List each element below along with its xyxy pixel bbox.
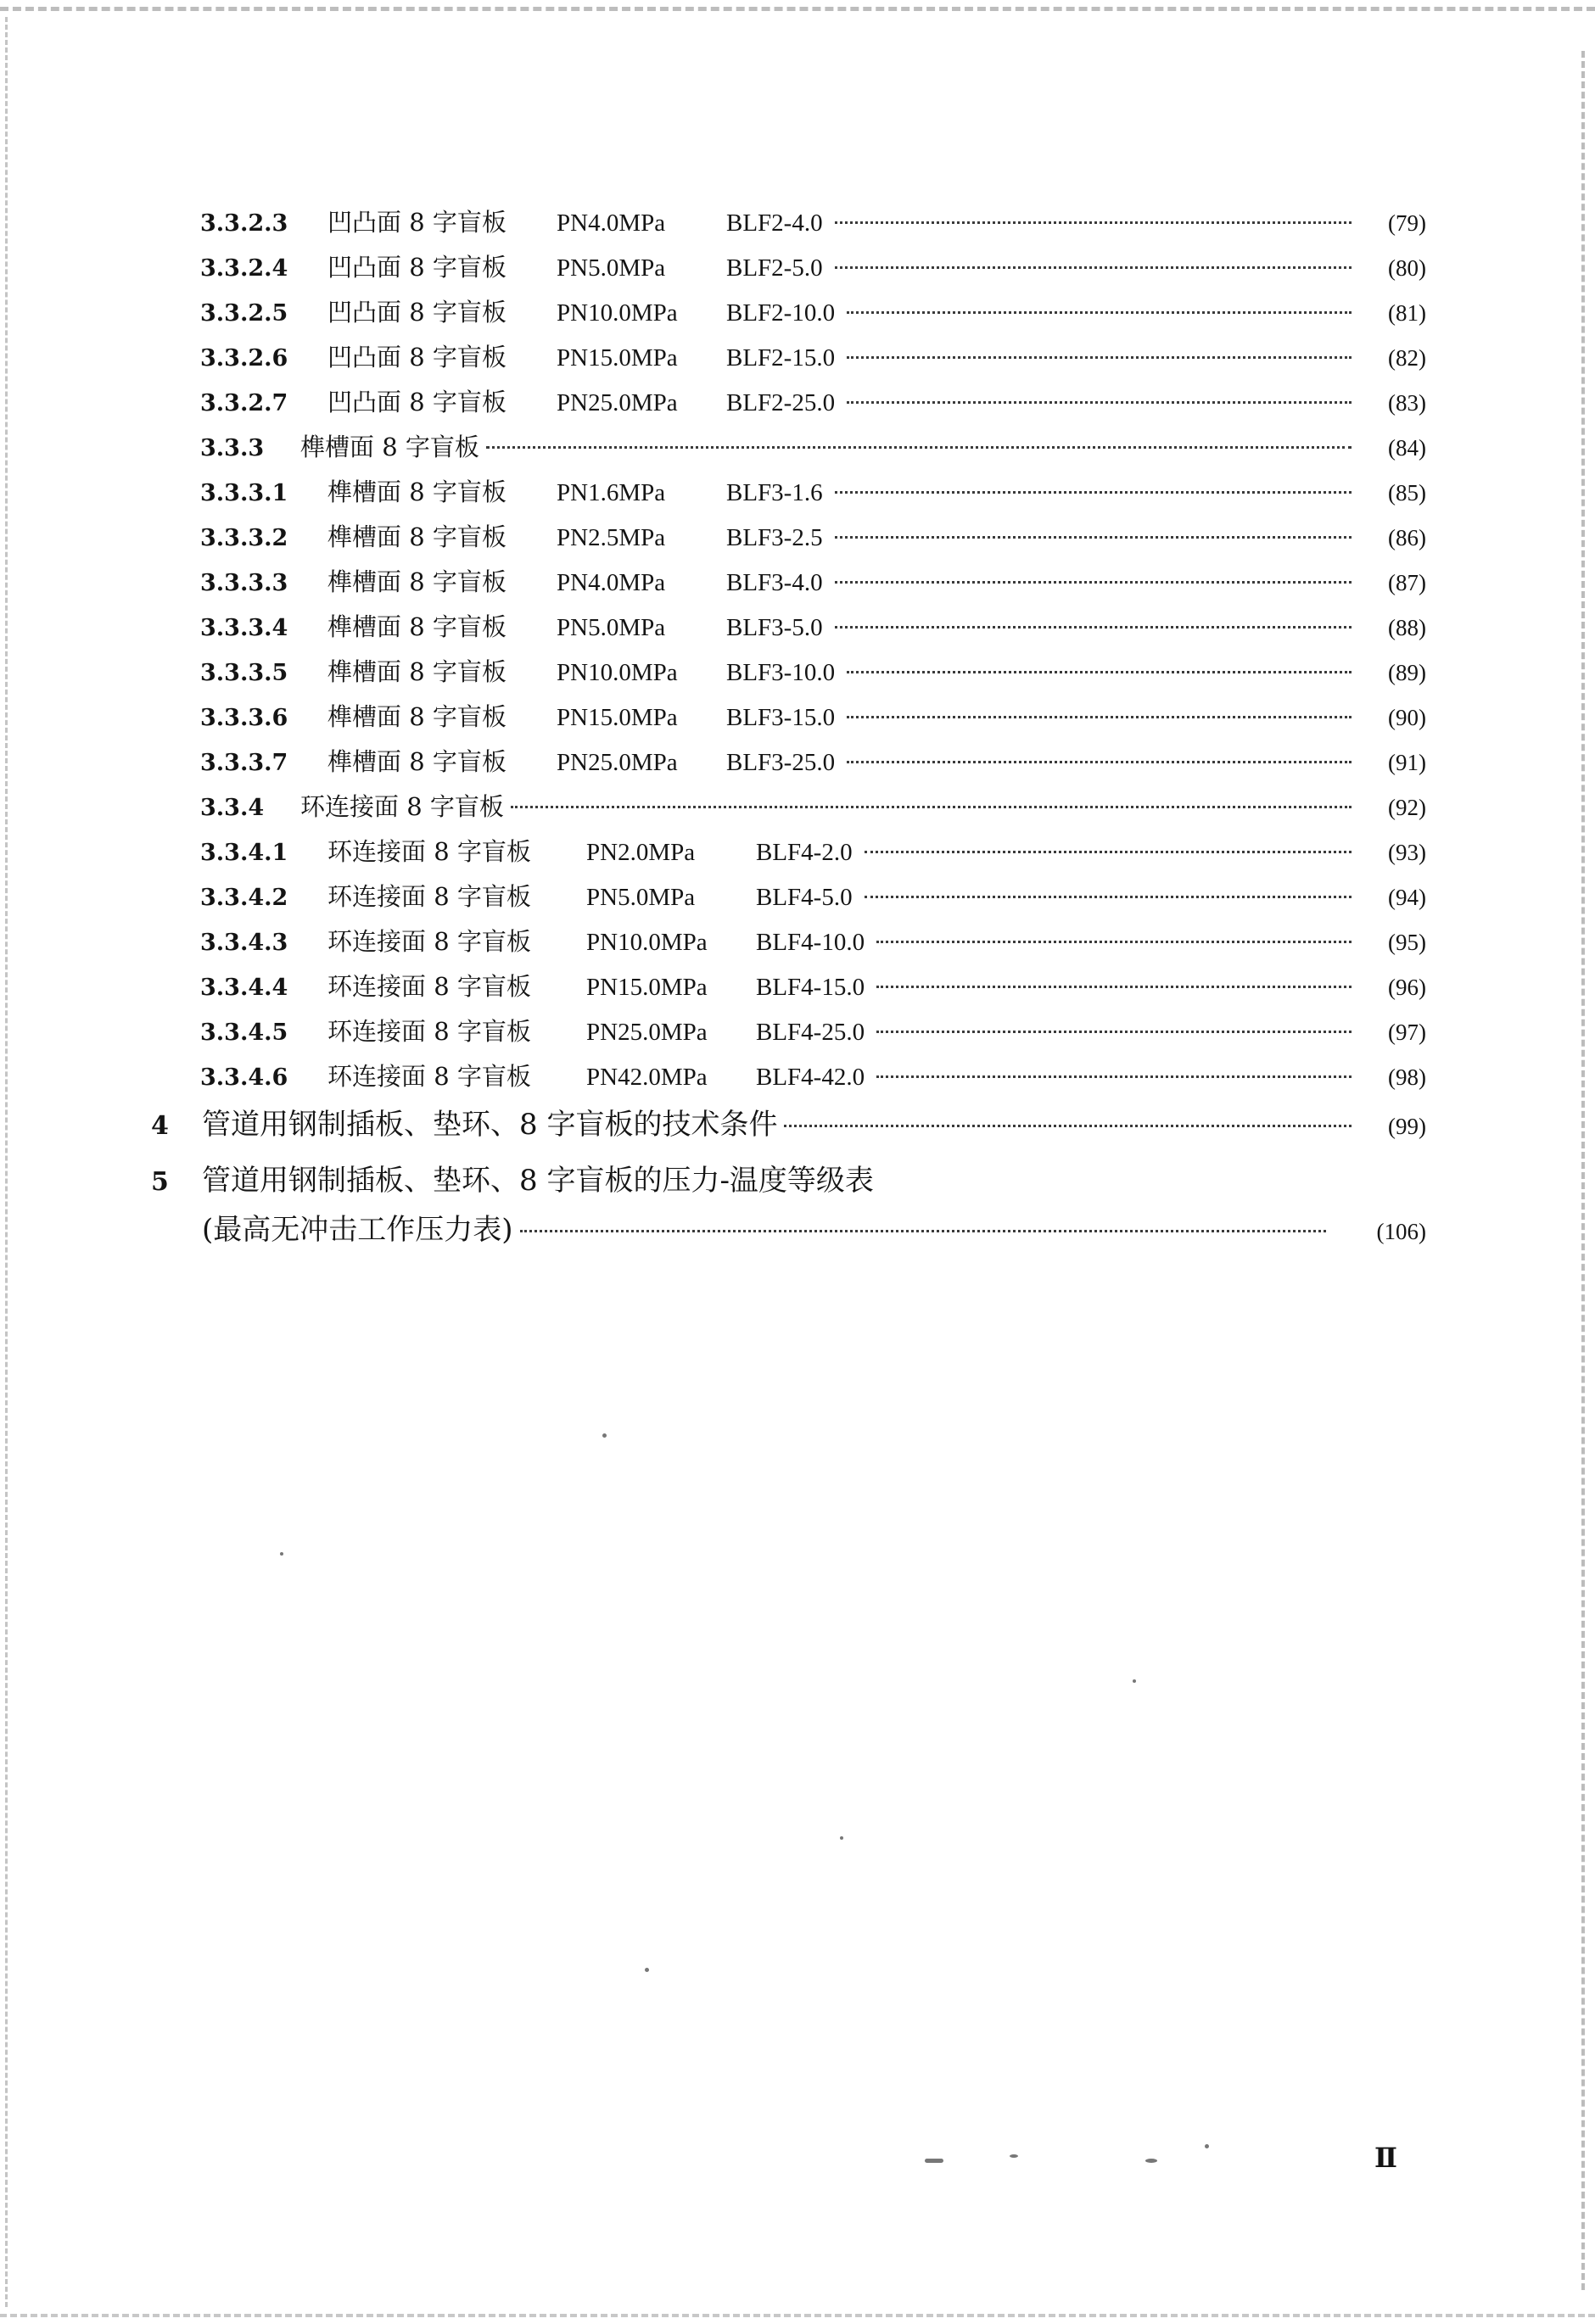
toc-entry[interactable] — [200, 919, 1426, 964]
entry-code: BLF4-25.0 — [756, 1019, 865, 1046]
dot-leader — [876, 941, 1352, 943]
scan-speck — [1145, 2159, 1157, 2163]
toc-entry[interactable] — [200, 695, 1426, 739]
chapter-page: (99) — [1388, 1114, 1426, 1139]
entry-code: BLF4-42.0 — [756, 1064, 865, 1091]
scan-edge-top — [0, 0, 1595, 11]
toc-entry[interactable] — [200, 605, 1426, 649]
entry-pressure: PN25.0MPa — [557, 389, 678, 416]
section-number: 3.3.4 — [200, 795, 265, 821]
entry-pressure: PN5.0MPa — [586, 884, 696, 911]
entry-title: 环连接面 8 字盲板 — [327, 1017, 531, 1046]
entry-title: 环连接面 8 字盲板 — [327, 972, 531, 1001]
page-number-mark: Ⅱ — [1374, 2142, 1397, 2174]
entry-number: 3.3.3.1 — [200, 480, 288, 506]
entry-number: 3.3.4.2 — [200, 885, 288, 911]
entry-page: (94) — [1388, 885, 1426, 910]
scan-speck — [645, 1968, 649, 1972]
entry-code: BLF3-5.0 — [726, 614, 823, 641]
entry-pressure: PN25.0MPa — [586, 1019, 708, 1046]
chapter-page: (106) — [1376, 1219, 1426, 1244]
entry-pressure: PN4.0MPa — [557, 569, 666, 596]
entry-number: 3.3.3.3 — [200, 570, 288, 596]
toc-entry[interactable] — [200, 560, 1426, 604]
toc-entry[interactable] — [200, 245, 1426, 289]
entry-page: (79) — [1388, 210, 1426, 236]
section-page: (92) — [1388, 795, 1426, 820]
scan-speck — [1133, 1679, 1136, 1683]
toc-entry[interactable] — [200, 290, 1426, 334]
entry-page: (96) — [1388, 975, 1426, 1000]
entry-pressure: PN2.0MPa — [586, 839, 696, 866]
dot-leader — [847, 401, 1352, 404]
entry-title: 环连接面 8 字盲板 — [327, 1062, 531, 1091]
entry-pressure: PN42.0MPa — [586, 1064, 708, 1091]
dot-leader — [835, 581, 1352, 584]
entry-page: (97) — [1388, 1020, 1426, 1045]
dot-leader — [835, 266, 1352, 269]
entry-pressure: PN25.0MPa — [557, 749, 678, 776]
entry-title: 榫槽面 8 字盲板 — [327, 702, 506, 731]
entry-title: 凹凸面 8 字盲板 — [327, 253, 506, 282]
toc-entry[interactable] — [200, 380, 1426, 424]
scan-speck — [1010, 2154, 1018, 2158]
entry-code: BLF2-15.0 — [726, 344, 836, 372]
entry-number: 3.3.3.5 — [200, 660, 288, 686]
entry-page: (88) — [1388, 615, 1426, 640]
entry-title: 榫槽面 8 字盲板 — [327, 612, 506, 641]
dot-leader — [847, 671, 1352, 673]
dot-leader — [847, 761, 1352, 763]
entry-number: 3.3.3.4 — [200, 615, 288, 641]
entry-pressure: PN5.0MPa — [557, 254, 666, 282]
entry-pressure: PN15.0MPa — [586, 974, 708, 1001]
dot-leader — [520, 1230, 1326, 1232]
entry-code: BLF4-2.0 — [756, 839, 853, 866]
dot-leader — [847, 356, 1352, 359]
entry-pressure: PN15.0MPa — [557, 704, 678, 731]
dot-leader — [784, 1125, 1352, 1127]
toc-entry[interactable] — [200, 650, 1426, 694]
entry-number: 3.3.4.3 — [200, 930, 288, 956]
entry-page: (95) — [1388, 930, 1426, 955]
chapter-subtitle: (最高无冲击工作压力表) — [202, 1213, 513, 1247]
dot-leader — [486, 446, 1352, 449]
entry-title: 凹凸面 8 字盲板 — [327, 343, 506, 372]
toc-chapter-entry[interactable] — [151, 1103, 1426, 1147]
entry-number: 3.3.2.3 — [200, 210, 288, 237]
entry-code: BLF3-2.5 — [726, 524, 823, 551]
entry-pressure: PN5.0MPa — [557, 614, 666, 641]
toc-entry[interactable] — [200, 874, 1426, 919]
toc-entry[interactable] — [200, 1009, 1426, 1053]
scan-speck — [280, 1552, 283, 1556]
entry-title: 环连接面 8 字盲板 — [327, 837, 531, 866]
toc-entry[interactable] — [200, 470, 1426, 514]
chapter-number: 5 — [151, 1167, 169, 1197]
entry-page: (82) — [1388, 345, 1426, 371]
entry-page: (81) — [1388, 300, 1426, 326]
dot-leader — [847, 311, 1352, 314]
entry-code: BLF3-4.0 — [726, 569, 823, 596]
entry-number: 3.3.4.1 — [200, 840, 288, 866]
dot-leader — [847, 716, 1352, 718]
scan-speck — [1205, 2144, 1209, 2148]
entry-code: BLF2-10.0 — [726, 299, 836, 327]
toc-entry[interactable] — [200, 830, 1426, 874]
entry-pressure: PN10.0MPa — [557, 659, 678, 686]
toc-entry[interactable] — [200, 335, 1426, 379]
entry-number: 3.3.4.5 — [200, 1020, 288, 1046]
entry-title: 凹凸面 8 字盲板 — [327, 298, 506, 327]
entry-code: BLF2-25.0 — [726, 389, 836, 416]
entry-title: 凹凸面 8 字盲板 — [327, 208, 506, 237]
toc-entry[interactable] — [200, 200, 1426, 244]
entry-code: BLF2-5.0 — [726, 254, 823, 282]
toc-entry[interactable] — [200, 964, 1426, 1008]
entry-code: BLF3-1.6 — [726, 479, 823, 506]
scan-speck — [925, 2159, 943, 2163]
entry-code: BLF3-15.0 — [726, 704, 836, 731]
entry-pressure: PN2.5MPa — [557, 524, 666, 551]
entry-code: BLF2-4.0 — [726, 209, 823, 237]
entry-page: (89) — [1388, 660, 1426, 685]
chapter-title: 管道用钢制插板、垫环、8 字盲板的压力-温度等级表 — [202, 1164, 874, 1198]
dot-leader — [865, 896, 1352, 898]
scan-edge-right — [1581, 51, 1585, 2290]
entry-title: 环连接面 8 字盲板 — [327, 927, 531, 956]
dot-leader — [835, 536, 1352, 539]
scan-edge-bottom — [0, 2314, 1595, 2324]
toc-section-entry[interactable] — [200, 785, 1426, 829]
toc-section-entry[interactable] — [200, 425, 1426, 469]
entry-page: (91) — [1388, 750, 1426, 775]
entry-page: (86) — [1388, 525, 1426, 550]
entry-title: 榫槽面 8 字盲板 — [327, 567, 506, 596]
entry-title: 环连接面 8 字盲板 — [327, 882, 531, 911]
toc-entry[interactable] — [200, 515, 1426, 559]
dot-leader — [835, 221, 1352, 224]
entry-title: 凹凸面 8 字盲板 — [327, 388, 506, 416]
section-title: 环连接面 8 字盲板 — [300, 792, 504, 821]
entry-code: BLF4-5.0 — [756, 884, 853, 911]
entry-code: BLF3-25.0 — [726, 749, 836, 776]
entry-number: 3.3.4.6 — [200, 1064, 288, 1091]
entry-number: 3.3.2.5 — [200, 300, 288, 327]
section-page: (84) — [1388, 435, 1426, 461]
section-number: 3.3.3 — [200, 435, 265, 461]
dot-leader — [876, 1075, 1352, 1078]
entry-title: 榫槽面 8 字盲板 — [327, 657, 506, 686]
entry-page: (85) — [1388, 480, 1426, 506]
entry-pressure: PN4.0MPa — [557, 209, 666, 237]
toc-chapter-entry[interactable] — [151, 1159, 1426, 1203]
entry-number: 3.3.3.7 — [200, 750, 288, 776]
entry-code: BLF3-10.0 — [726, 659, 836, 686]
entry-page: (98) — [1388, 1064, 1426, 1090]
entry-page: (80) — [1388, 255, 1426, 281]
entry-title: 榫槽面 8 字盲板 — [327, 747, 506, 776]
entry-code: BLF4-15.0 — [756, 974, 865, 1001]
chapter-title: 管道用钢制插板、垫环、8 字盲板的技术条件 — [202, 1108, 778, 1142]
dot-leader — [876, 1031, 1352, 1033]
scan-speck — [602, 1433, 607, 1438]
entry-number: 3.3.2.6 — [200, 345, 288, 372]
entry-number: 3.3.2.4 — [200, 255, 288, 282]
entry-number: 3.3.2.7 — [200, 390, 288, 416]
scan-edge-left — [5, 17, 8, 2307]
dot-leader — [876, 986, 1352, 988]
section-title: 榫槽面 8 字盲板 — [300, 433, 479, 461]
entry-page: (90) — [1388, 705, 1426, 730]
toc-chapter-continuation[interactable] — [202, 1208, 1426, 1254]
entry-pressure: PN15.0MPa — [557, 344, 678, 372]
scan-speck — [840, 1836, 843, 1840]
entry-number: 3.3.3.2 — [200, 525, 288, 551]
dot-leader — [835, 626, 1352, 628]
entry-pressure: PN10.0MPa — [557, 299, 678, 327]
dot-leader — [511, 806, 1352, 808]
entry-number: 3.3.3.6 — [200, 705, 288, 731]
dot-leader — [865, 851, 1352, 853]
entry-title: 榫槽面 8 字盲板 — [327, 522, 506, 551]
entry-page: (87) — [1388, 570, 1426, 595]
entry-page: (83) — [1388, 390, 1426, 416]
toc-entry[interactable] — [200, 740, 1426, 784]
entry-title: 榫槽面 8 字盲板 — [327, 478, 506, 506]
dot-leader — [835, 491, 1352, 494]
entry-code: BLF4-10.0 — [756, 929, 865, 956]
entry-pressure: PN10.0MPa — [586, 929, 708, 956]
entry-page: (93) — [1388, 840, 1426, 865]
entry-number: 3.3.4.4 — [200, 975, 288, 1001]
toc-entry[interactable] — [200, 1054, 1426, 1098]
entry-pressure: PN1.6MPa — [557, 479, 666, 506]
chapter-number: 4 — [151, 1111, 169, 1141]
